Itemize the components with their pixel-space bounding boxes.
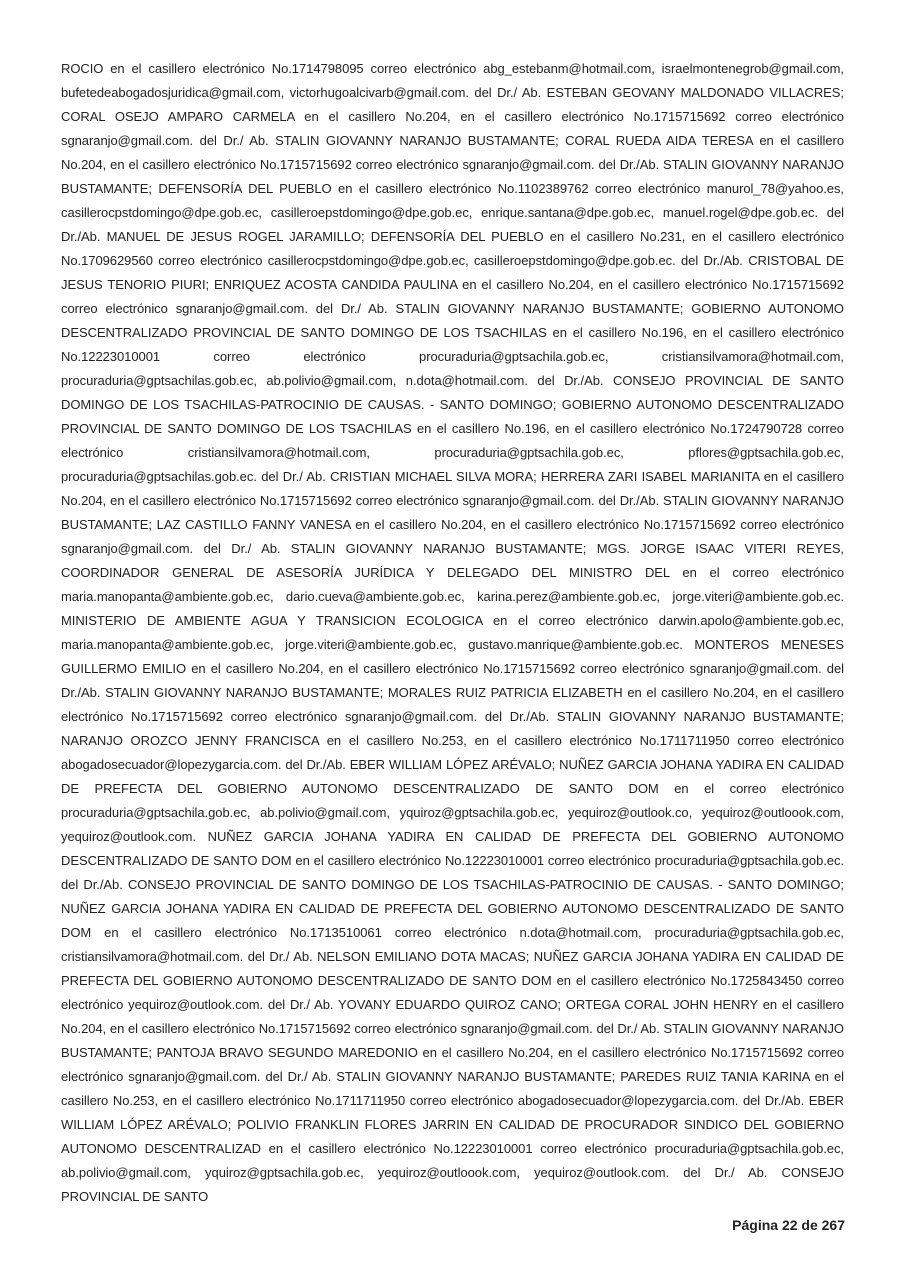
page-number: Página 22 de 267	[732, 1217, 845, 1233]
body-paragraph: ROCIO en el casillero electrónico No.1714798095 correo electrónico abg_estebanm@hotmail.com, israelmontenegrob@gmail.com, bufetedeabogadosjuridica@gmail.com, victorhugoalcivarb@gmail.com. del Dr./ Ab. ESTEBAN GEOVANY MALDONADO VILLACRES; CORAL OSEJO AMPARO CARMELA en el casillero No.204, en el casillero electrónico No.1715715692 correo electrónico sgnaranjo@gmail.com. del Dr./ Ab. STALIN GIOVANNY NARANJO BUSTAMANTE; CORAL RUEDA AIDA TERESA en el casillero No.204, en el casillero electrónico No.1715715692 correo electrónico sgnaranjo@gmail.com. del Dr./Ab. STALIN GIOVANNY NARANJO BUSTAMANTE; DEFENSORÍA DEL PUEBLO en el casillero electrónico No.1102389762 correo electrónico manurol_78@yahoo.es, casillerocpstdomingo@dpe.gob.ec, casilleroepstdomingo@dpe.gob.ec, enrique.santana@dpe.gob.ec, manuel.rogel@dpe.gob.ec. del Dr./Ab. MANUEL DE JESUS ROGEL JARAMILLO; DEFENSORÍA DEL PUEBLO en el casillero No.231, en el casillero electrónico No.1709629560 correo electrónico casillerocpstdomingo@dpe.gob.ec, casilleroepstdomingo@dpe.gob.ec. del Dr./Ab. CRISTOBAL DE JESUS TENORIO PIURI; ENRIQUEZ ACOSTA CANDIDA PAULINA en el casillero No.204, en el casillero electrónico No.1715715692 correo electrónico sgnaranjo@gmail.com. del Dr./ Ab. STALIN GIOVANNY NARANJO BUSTAMANTE; GOBIERNO AUTONOMO DESCENTRALIZADO PROVINCIAL DE SANTO DOMINGO DE LOS TSACHILAS en el casillero No.196, en el casillero electrónico No.12223010001 correo electrónico procuraduria@gptsachila.gob.ec, cristiansilvamora@hotmail.com, procuraduria@gptsachilas.gob.ec, ab.polivio@gmail.com, n.dota@hotmail.com. del Dr./Ab. CONSEJO PROVINCIAL DE SANTO DOMINGO DE LOS TSACHILAS-PATROCINIO DE CAUSAS. - SANTO DOMINGO; GOBIERNO AUTONOMO DESCENTRALIZADO PROVINCIAL DE SANTO DOMINGO DE LOS TSACHILAS en el casillero No.196, en el casillero electrónico No.1724790728 correo electrónico cristiansilvamora@hotmail.com, procuraduria@gptsachila.gob.ec, pflores@gptsachila.gob.ec, procuraduria@gptsachilas.gob.ec. del Dr./ Ab. CRISTIAN MICHAEL SILVA MORA; HERRERA ZARI ISABEL MARIANITA en el casillero No.204, en el casillero electrónico No.1715715692 correo electrónico sgnaranjo@gmail.com. del Dr./Ab. STALIN GIOVANNY NARANJO BUSTAMANTE; LAZ CASTILLO FANNY VANESA en el casillero No.204, en el casillero electrónico No.1715715692 correo electrónico sgnaranjo@gmail.com. del Dr./ Ab. STALIN GIOVANNY NARANJO BUSTAMANTE; MGS. JORGE ISAAC VITERI REYES, COORDINADOR GENERAL DE ASESORÍA JURÍDICA Y DELEGADO DEL MINISTRO DEL en el correo electrónico maria.manopanta@ambiente.gob.ec, dario.cueva@ambiente.gob.ec, karina.perez@ambiente.gob.ec, jorge.viteri@ambiente.gob.ec. MINISTERIO DE AMBIENTE AGUA Y TRANSICION ECOLOGICA en el correo electrónico darwin.apolo@ambiente.gob.ec, maria.manopanta@ambiente.gob.ec, jorge.viteri@ambiente.gob.ec, gustavo.manrique@ambiente.gob.ec. MONTEROS MENESES GUILLERMO EMILIO en el casillero No.204, en el casillero electrónico No.1715715692 correo electrónico sgnaranjo@gmail.com. del Dr./Ab. STALIN GIOVANNY NARANJO BUSTAMANTE; MORALES RUIZ PATRICIA ELIZABETH en el casillero No.204, en el casillero electrónico No.1715715692 correo electrónico sgnaranjo@gmail.com. del Dr./Ab. STALIN GIOVANNY NARANJO BUSTAMANTE; NARANJO OROZCO JENNY FRANCISCA en el casillero No.253, en el casillero electrónico No.1711711950 correo electrónico abogadosecuador@lopezygarcia.com. del Dr./Ab. EBER WILLIAM LÓPEZ ARÉVALO; NUÑEZ GARCIA JOHANA YADIRA EN CALIDAD DE PREFECTA DEL GOBIERNO AUTONOMO DESCENTRALIZADO DE SANTO DOM en el correo electrónico procuraduria@gptsachila.gob.ec, ab.polivio@gmail.com, yquiroz@gptsachila.gob.ec, yequiroz@outlook.co, yequiroz@outloook.com, yequiroz@outlook.com. NUÑEZ GARCIA JOHANA YADIRA EN CALIDAD DE PREFECTA DEL GOBIERNO AUTONOMO DESCENTRALIZADO DE SANTO DOM en el casillero electrónico No.12223010001 correo electrónico procuraduria@gptsachila.gob.ec. del Dr./Ab. CONSEJO PROVINCIAL DE SANTO DOMINGO DE LOS TSACHILAS-PATROCINIO DE CAUSAS. - SANTO DOMINGO; NUÑEZ GARCIA JOHANA YADIRA EN CALIDAD DE PREFECTA DEL GOBIERNO AUTONOMO DESCENTRALIZADO DE SANTO DOM en el casillero electrónico No.1713510061 correo electrónico n.dota@hotmail.com, procuraduria@gptsachila.gob.ec, cristiansilvamora@hotmail.com. del Dr./ Ab. NELSON EMILIANO DOTA MACAS; NUÑEZ GARCIA JOHANA YADIRA EN CALIDAD DE PREFECTA DEL GOBIERNO AUTONOMO DESCENTRALIZADO DE SANTO DOM en el casillero electrónico No.1725843450 correo electrónico yequiroz@outlook.com. del Dr./ Ab. YOVANY EDUARDO QUIROZ CANO; ORTEGA CORAL JOHN HENRY en el casillero No.204, en el casillero electrónico No.1715715692 correo electrónico sgnaranjo@gmail.com. del Dr./ Ab. STALIN GIOVANNY NARANJO BUSTAMANTE; PANTOJA BRAVO SEGUNDO MAREDONIO en el casillero No.204, en el casillero electrónico No.1715715692 correo electrónico sgnaranjo@gmail.com. del Dr./ Ab. STALIN GIOVANNY NARANJO BUSTAMANTE; PAREDES RUIZ TANIA KARINA en el casillero No.253, en el casillero electrónico No.1711711950 correo electrónico abogadosecuador@lopezygarcia.com. del Dr./Ab. EBER WILLIAM LÓPEZ ARÉVALO; POLIVIO FRANKLIN FLORES JARRIN EN CALIDAD DE PROCURADOR SINDICO DEL GOBIERNO AUTONOMO DESCENTRALIZAD en el casillero electrónico No.12223010001 correo electrónico procuraduria@gptsachila.gob.ec, ab.polivio@gmail.com, yquiroz@gptsachila.gob.ec, yequiroz@outloook.com, yequiroz@outlook.com. del Dr./ Ab. CONSEJO PROVINCIAL DE SANTO	[61, 61, 844, 1204]
